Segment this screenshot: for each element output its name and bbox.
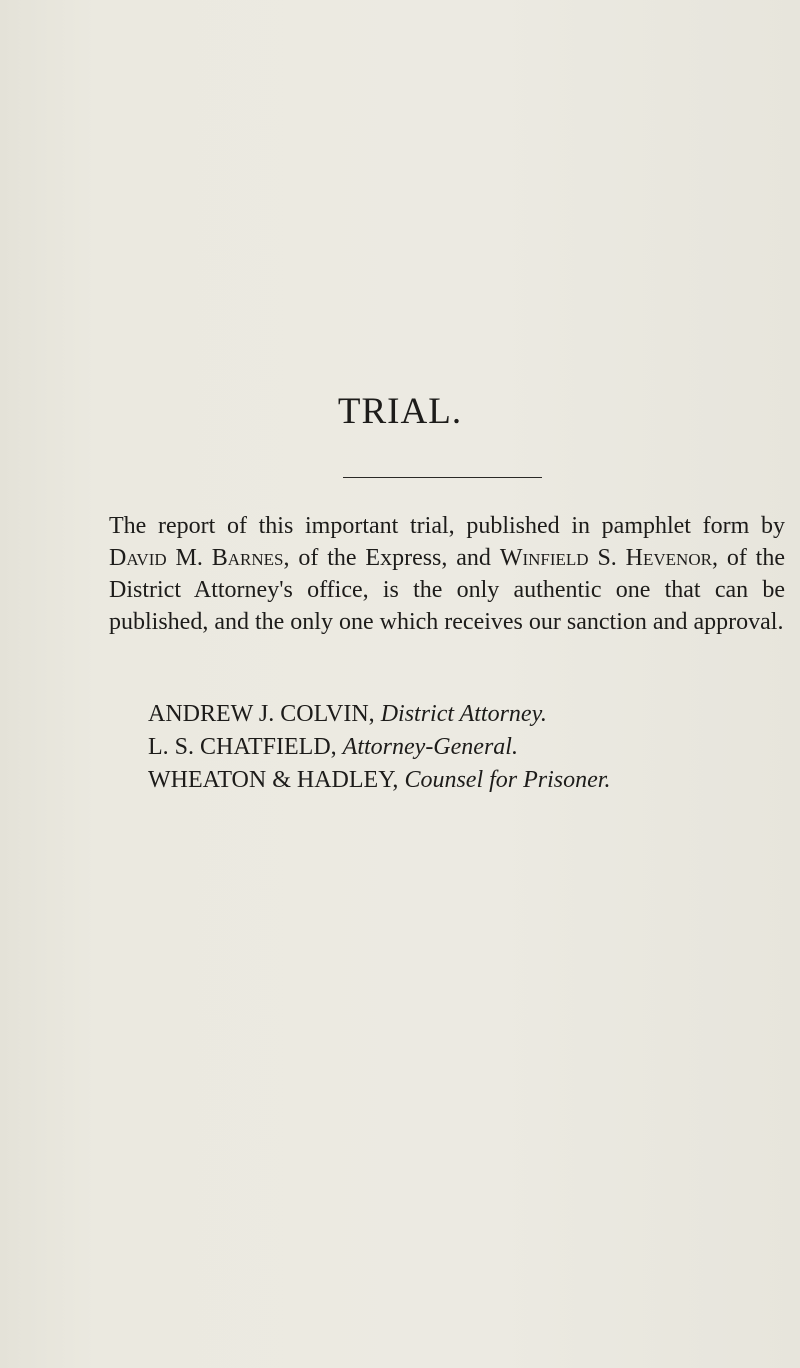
endorsement-paragraph [109,510,785,638]
paragraph-text-1: The report of this important trial, published in pamphlet form by [109,513,785,539]
title-divider [343,477,542,478]
signatory-name: ANDREW J. COLVIN, [148,701,375,727]
signatory-role: District Attorney. [380,701,547,727]
reporter-name-1: David M. Barnes [109,545,284,571]
signatories-list [148,698,788,797]
signatory [148,731,788,764]
signatory [148,698,788,731]
signatory-name: L. S. CHATFIELD, [148,734,337,760]
paragraph-text-2: , of the Express, and [283,545,500,571]
page-title: TRIAL. [337,391,463,432]
signatory-role: Counsel for Prisoner. [404,767,611,793]
signatory-role: Attorney-General. [342,734,518,760]
signatory-name: WHEATON & HADLEY, [148,767,399,793]
paragraph-text-3: , of the District Attorney's office, is the only authentic one that can be published, and the only one which receives our sanction and approval. [109,545,786,635]
signatory [148,764,788,797]
reporter-name-2: Winfield S. Hevenor [499,545,712,571]
